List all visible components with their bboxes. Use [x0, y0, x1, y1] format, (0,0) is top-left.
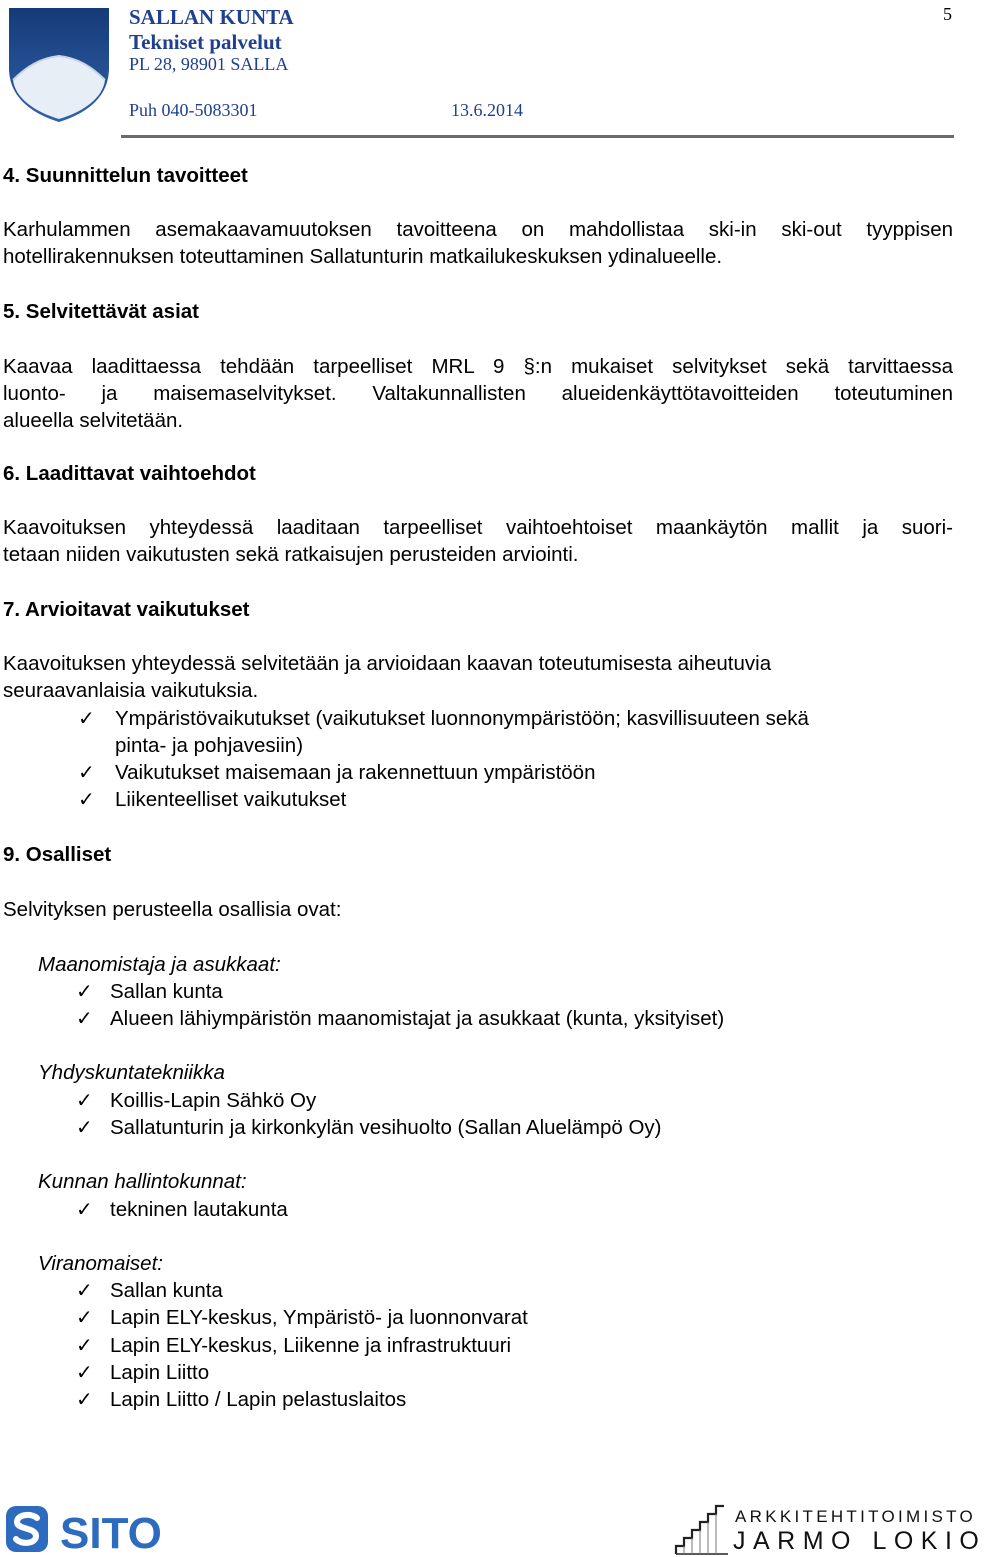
party-item: tekninen lautakunta — [110, 1198, 288, 1221]
impact-item-continuation: pinta- ja pohjavesiin) — [115, 734, 304, 757]
impact-item: Ympäristövaikutukset (vaikutukset luonnonympäristöön; kasvillisuuteen sekä — [115, 707, 809, 730]
phone-number: Puh 040-5083301 — [129, 100, 258, 120]
party-item: Sallan kunta — [110, 980, 223, 1003]
party-item: Koillis-Lapin Sähkö Oy — [110, 1089, 317, 1112]
checkmark-icon: ✓ — [76, 1360, 93, 1384]
paragraph-line: Kaavoituksen yhteydessä selvitetään ja arvioidaan kaavan toteutumisesta aiheutuvia — [3, 652, 772, 675]
party-item: Sallatunturin ja kirkonkylän vesihuolto (Sallan Aluelämpö Oy) — [110, 1116, 662, 1139]
party-item: Lapin Liitto — [110, 1361, 210, 1384]
paragraph-line: Kaavoituksen yhteydessä laaditaan tarpeelliset vaihtoehtoiset maankäytön mallit ja suori- — [3, 516, 953, 539]
section-heading-goals: 4. Suunnittelun tavoitteet — [3, 164, 248, 187]
paragraph-line: Karhulammen asemakaavamuutoksen tavoitteena on mahdollistaa ski-in ski-out tyyppisen — [3, 218, 953, 241]
impact-item: Vaikutukset maisemaan ja rakennettuun ympäristöön — [115, 761, 596, 784]
party-item: Sallan kunta — [110, 1279, 223, 1302]
party-item: Lapin Liitto / Lapin pelastuslaitos — [110, 1388, 407, 1411]
paragraph-line: luonto- ja maisemaselvitykset. Valtakunnallisten alueidenkäyttötavoitteiden toteutuminen — [3, 382, 953, 405]
group-title-infrastructure: Yhdyskuntatekniikka — [38, 1061, 225, 1084]
architect-office-name: ARKKITEHTITOIMISTO — [735, 1507, 977, 1526]
document-date: 13.6.2014 — [451, 100, 523, 120]
coat-of-arms-icon — [7, 6, 111, 124]
checkmark-icon: ✓ — [76, 1197, 93, 1221]
checkmark-icon: ✓ — [76, 1387, 93, 1411]
studies-paragraph — [3, 353, 953, 434]
department-name: Tekniset palvelut — [129, 30, 282, 54]
paragraph-line: Kaavaa laadittaessa tehdään tarpeelliset MRL 9 §:n mukaiset selvitykset sekä tarvittaessa — [3, 355, 953, 378]
parties-intro: Selvityksen perusteella osallisia ovat: — [3, 898, 342, 921]
paragraph-line: tetaan niiden vaikutusten sekä ratkaisujen perusteiden arviointi. — [3, 543, 579, 566]
checkmark-icon: ✓ — [76, 1305, 93, 1329]
party-item: Lapin ELY-keskus, Ympäristö- ja luonnonvarat — [110, 1306, 528, 1329]
checkmark-icon: ✓ — [76, 1088, 93, 1112]
group-title-landowners: Maanomistaja ja asukkaat: — [38, 953, 281, 976]
impact-item: Liikenteelliset vaikutukset — [115, 788, 347, 811]
checkmark-icon: ✓ — [76, 1006, 93, 1030]
paragraph-line: seuraavanlaisia vaikutuksia. — [3, 679, 259, 702]
checkmark-icon: ✓ — [78, 787, 95, 811]
paragraph-line: alueella selvitetään. — [3, 409, 184, 432]
checkmark-icon: ✓ — [76, 1333, 93, 1357]
paragraph-line: hotellirakennuksen toteuttaminen Sallatunturin matkailukeskuksen ydinalueelle. — [3, 245, 723, 268]
municipality-name: SALLAN KUNTA — [129, 5, 294, 29]
goals-paragraph — [3, 216, 953, 270]
party-item: Alueen lähiympäristön maanomistajat ja asukkaat (kunta, yksityiset) — [110, 1007, 725, 1030]
checkmark-icon: ✓ — [76, 979, 93, 1003]
group-title-authorities: Viranomaiset: — [38, 1252, 163, 1275]
group-title-municipal-boards: Kunnan hallintokunnat: — [38, 1170, 247, 1193]
header-divider — [121, 135, 954, 138]
page-number: 5 — [943, 4, 952, 24]
checkmark-icon: ✓ — [78, 760, 95, 784]
alternatives-paragraph — [3, 514, 953, 568]
section-heading-studies: 5. Selvitettävät asiat — [3, 300, 199, 323]
architect-name: JARMO LOKIO — [733, 1527, 986, 1555]
postal-address: PL 28, 98901 SALLA — [129, 54, 289, 74]
section-heading-parties: 9. Osalliset — [3, 843, 112, 866]
party-item: Lapin ELY-keskus, Liikenne ja infrastruktuuri — [110, 1334, 512, 1357]
sito-logo-icon — [4, 1503, 174, 1555]
checkmark-icon: ✓ — [76, 1115, 93, 1139]
sito-logo-text: SITO — [60, 1509, 162, 1557]
section-heading-impacts: 7. Arvioitavat vaikutukset — [3, 598, 250, 621]
checkmark-icon: ✓ — [78, 706, 95, 730]
section-heading-alternatives: 6. Laadittavat vaihtoehdot — [3, 462, 256, 485]
impacts-paragraph — [3, 650, 953, 704]
checkmark-icon: ✓ — [76, 1278, 93, 1302]
